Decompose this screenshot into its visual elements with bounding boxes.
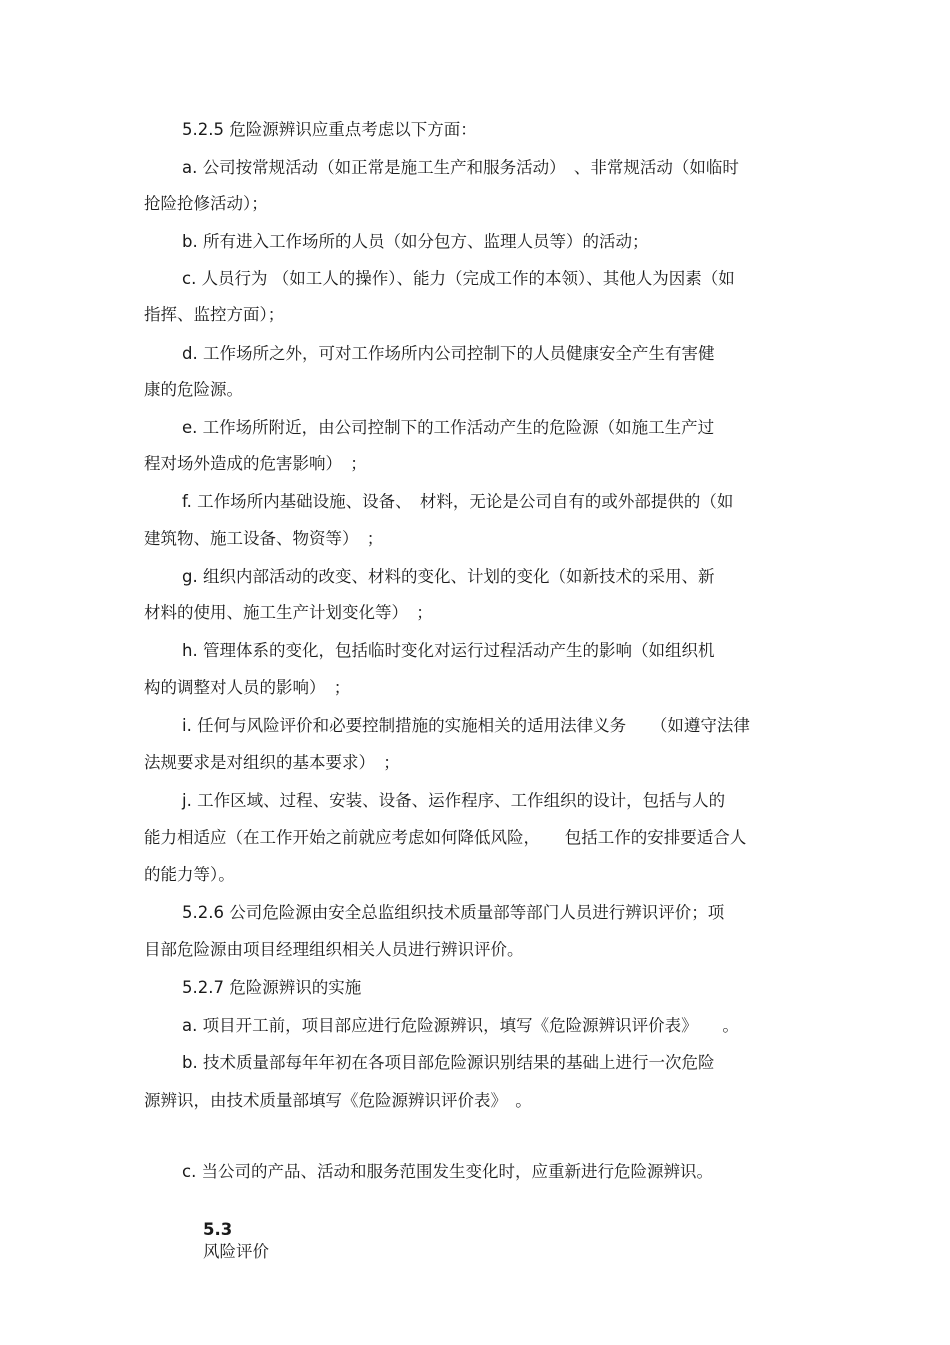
item-i-line-2: 法规要求是对组织的基本要求） ； — [144, 753, 400, 772]
item-e-line-1: e. 工作场所附近，由公司控制下的工作活动产生的危险源（如施工生产过 — [182, 418, 715, 437]
para-5-2-6-line-2: 目部危险源由项目经理组织相关人员进行辨识评价。 — [144, 940, 524, 959]
item-d-line-2: 康的危险源。 — [144, 380, 243, 399]
item-h-line-1: h. 管理体系的变化，包括临时变化对运行过程活动产生的影响（如组织机 — [182, 641, 715, 660]
step-c-line-1: c. 当公司的产品、活动和服务范围发生变化时，应重新进行危险源辨识。 — [182, 1162, 714, 1181]
item-c-line-2: 指挥、监控方面）； — [144, 305, 285, 324]
item-b-line-1: b. 所有进入工作场所的人员（如分包方、监理人员等）的活动； — [182, 232, 649, 251]
item-e-line-2: 程对场外造成的危害影响） ； — [144, 454, 367, 473]
item-c-line-1: c. 人员行为 （如工人的操作）、能力（完成工作的本领）、其他人为因素（如 — [182, 269, 735, 288]
item-f-line-1: f. 工作场所内基础设施、设备、 材料，无论是公司自有的或外部提供的（如 — [182, 492, 734, 511]
item-j-line-1: j. 工作区域、过程、安装、设备、运作程序、工作组织的设计，包括与人的 — [182, 791, 726, 810]
step-a-line-1: a. 项目开工前，项目部应进行危险源辨识，填写《危险源辨识评价表》 。 — [182, 1016, 739, 1035]
item-j-line-3: 的能力等）。 — [144, 865, 235, 884]
item-d-line-1: d. 工作场所之外，可对工作场所内公司控制下的人员健康安全产生有害健 — [182, 344, 715, 363]
heading-5-3 — [182, 1197, 269, 1285]
para-5-2-6-line-1: 5.2.6 公司危险源由安全总监组织技术质量部等部门人员进行辨识评价；项 — [182, 903, 725, 922]
item-f-line-2: 建筑物、施工设备、物资等） ； — [144, 529, 384, 548]
item-a-line-1: a. 公司按常规活动（如正常是施工生产和服务活动） 、非常规活动（如临时 — [182, 158, 739, 177]
item-a-line-2: 抢险抢修活动）； — [144, 194, 268, 213]
item-g-line-1: g. 组织内部活动的改变、材料的变化、计划的变化（如新技术的采用、新 — [182, 567, 715, 586]
heading-5-2-5: 5.2.5 危险源辨识应重点考虑以下方面： — [182, 120, 477, 139]
item-i-line-1: i. 任何与风险评价和必要控制措施的实施相关的适用法律义务 （如遵守法律 — [182, 716, 750, 735]
section-title: 风险评价 — [202, 1242, 269, 1261]
step-b-line-1: b. 技术质量部每年年初在各项目部危险源识别结果的基础上进行一次危险 — [182, 1053, 715, 1072]
heading-5-2-7: 5.2.7 危险源辨识的实施 — [182, 978, 362, 997]
item-j-line-2: 能力相适应（在工作开始之前就应考虑如何降低风险， 包括工作的安排要适合人 — [144, 828, 747, 847]
section-number: 5.3 — [202, 1220, 233, 1239]
item-g-line-2: 材料的使用、施工生产计划变化等） ； — [144, 603, 433, 622]
item-h-line-2: 构的调整对人员的影响） ； — [144, 678, 351, 697]
step-b-line-2: 源辨识，由技术质量部填写《危险源辨识评价表》 。 — [144, 1091, 532, 1110]
